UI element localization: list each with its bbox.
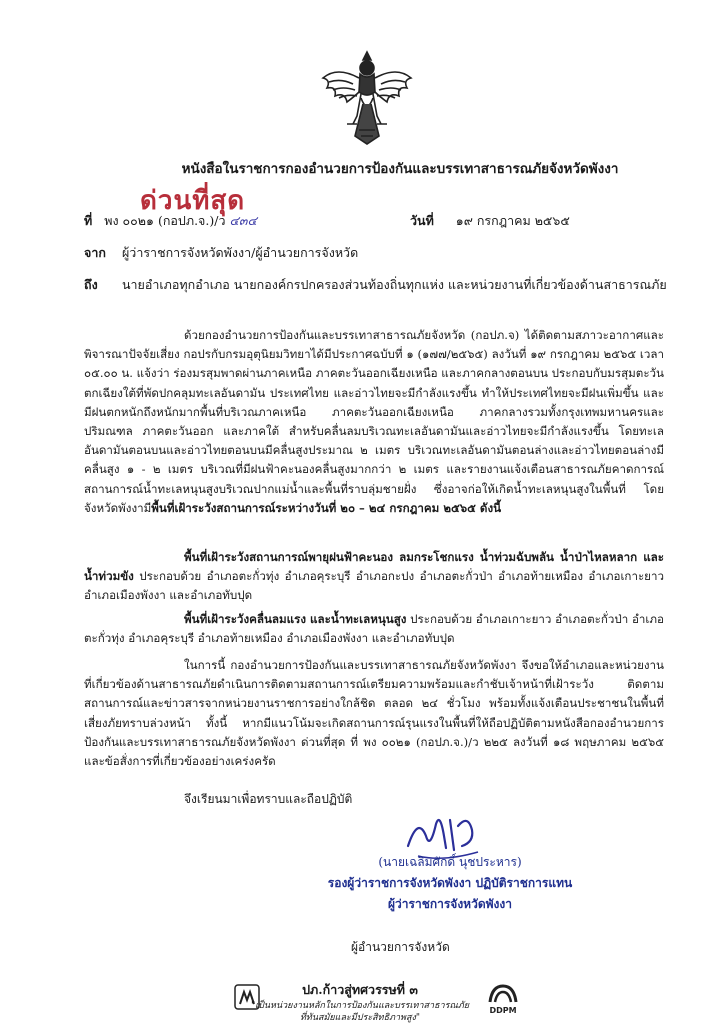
date-value: ๑๙ กรกฎาคม ๒๕๖๕ [455, 213, 570, 228]
signer-name: (นายเฉลิมศักดิ์ นุชประหาร) [378, 855, 522, 869]
body-paragraph-1 [84, 326, 664, 518]
document-number-label: ที่ [84, 213, 93, 228]
paragraph-3-bold: พื้นที่เฝ้าระวังคลื่นลมแรง และน้ำทะเลหนุนสูง [184, 612, 407, 626]
to-value: นายอำเภอทุกอำเภอ นายกองค์กรปกครองส่วนท้องถิ่นทุกแห่ง และหน่วยงานที่เกี่ยวข้องด้านสาธารณภัย [121, 277, 667, 292]
paragraph-1-text: ด้วยกองอำนวยการป้องกันและบรรเทาสาธารณภัยจังหวัด (กอปภ.จ) ได้ติดตามสภาวะอากาศและพิจารณาปัจจัยเสี่ยง กอปรกับกรมอุตุนิยมวิทยาได้มีประกาศฉบับที่ ๑ (๑๗๗/๒๕๖๕) ลงวันที่ ๑๙ กรกฎาคม ๒๕๖๕ เวลา ๐๕.๐๐ น. แจ้งว่า ร่องมรสุมพาดผ่านภาคเหนือ ภาคตะวันออกเฉียงเหนือ และภาคกลางตอนบน ประกอบกับมรสุมตะวันตกเฉียงใต้ที่พัดปกคลุมทะเลอันดามัน ประเทศไทย และอ่าวไทยจะมีกำลังแรงขึ้น ทำให้ประเทศไทยจะมีฝนเพิ่มขึ้น และมีฝนตกหนักถึงหนักมากพื้นที่บริเวณภาคเหนือ ภาคตะวันออกเฉียงเหนือ ภาคกลางรวมทั้งกรุงเทพมหานครและปริมณฑล ภาคตะวันออก และภาคใต้ สำหรับคลื่นลมบริเวณทะเลอันดามันและอ่าวไทยจะมีกำลังแรงขึ้น โดยทะเลอันดามันตอนบนและอ่าวไทยตอนบนมีคลื่นสูงประมาณ ๒ เมตร บริเวณทะเลอันดามันตอนล่างและอ่าวไทยตอนล่างมีคลื่นสูง ๑ - ๒ เมตร บริเวณที่มีฝนฟ้าคะนองคลื่นสูงมากกว่า ๒ เมตร และรายงานแจ้งเตือนสาธารณภัยคาดการณ์สถานการณ์น้ำทะเลหนุนสูงบริเวณปากแม่น้ำและพื้นที่ราบลุ่มชายฝั่ง ซึ่งอาจก่อให้เกิดน้ำทะเลหนุนสูงในพื้นที่ โดยจังหวัดพังงามี [84, 328, 664, 515]
from-value: ผู้ว่าราชการจังหวัดพังงา/ผู้อำนวยการจังหวัด [121, 245, 359, 260]
paragraph-2-text: ประกอบด้วย อำเภอตะกั่วทุ่ง อำเภอคุระบุรี อำเภอกะปง อำเภอตะกั่วป่า อำเภอท้ายเหมือง อำเภอเกาะยาว อำเภอเมืองพังงา และอำเภอทับปุด [84, 569, 664, 603]
document-title: หนังสือในราชการกองอำนวยการป้องกันและบรรเทาสาธารณภัยจังหวัดพังงา [181, 161, 619, 177]
paragraph-1-bold: พื้นที่เฝ้าระวังสถานการณ์ระหว่างวันที่ ๒๐ – ๒๔ กรกฎาคม ๒๕๖๕ ดังนี้ [151, 500, 502, 515]
footer-org: ปภ.ก้าวสู่ทศวรรษที่ ๓ [302, 982, 418, 997]
signer-block [300, 852, 600, 915]
footer-slogan-2: ที่ทันสมัยและมีประสิทธิภาพสูง" [299, 1013, 421, 1023]
issuing-unit: ผู้อำนวยการจังหวัด [351, 940, 450, 954]
body-paragraph-3 [84, 610, 664, 648]
from-label: จาก [84, 245, 106, 260]
ddpm-logo-icon [484, 980, 522, 1016]
from-line [84, 243, 358, 263]
body-paragraph-2 [84, 548, 664, 606]
closing-line: จึงเรียนมาเพื่อทราบและถือปฏิบัติ [184, 792, 353, 806]
document-date [410, 211, 570, 231]
document-number [84, 211, 257, 231]
body-paragraph-4: ในการนี้ กองอำนวยการป้องกันและบรรเทาสาธารณภัยจังหวัดพังงา จึงขอให้อำเภอและหน่วยงานที่เกี่ยวข้องด้านสาธารณภัยดำเนินการติดตามสถานการณ์เตรียมความพร้อมและกำชับเจ้าหน้าที่เฝ้าระวัง ติดตามสถานการณ์และข่าวสารจากหน่วยงานราชการอย่างใกล้ชิด ตลอด ๒๔ ชั่วโมง พร้อมทั้งแจ้งเตือนประชาชนในพื้นที่เสี่ยงภัยทราบล่วงหน้า ทั้งนี้ หากมีแนวโน้มจะเกิดสถานการณ์รุนแรงในพื้นที่ให้ถือปฏิบัติตามหนังสือกองอำนวยการป้องกันและบรรเทาสาธารณภัยจังหวัดพังงา ด่วนที่สุด ที่ พง ๐๐๒๑ (กอปภ.จ.)/ว ๒๒๕ ลงวันที่ ๑๘ พฤษภาคม ๒๕๖๕ และข้อสั่งการที่เกี่ยวข้องอย่างเคร่งครัด [84, 658, 664, 769]
document-number-handwritten: ๔๓๔ [229, 213, 257, 228]
urgency-stamp: ด่วนที่สุด [140, 186, 246, 216]
garuda-seal-icon [317, 44, 417, 148]
paragraph-3-text: ประกอบด้วย อำเภอเกาะยาว อำเภอตะกั่วป่า อำเภอตะกั่วทุ่ง อำเภอคุระบุรี อำเภอท้ายเหมือง อำเภอเมืองพังงา และอำเภอทับปุด [84, 612, 664, 646]
footer-slogan-1: "เป็นหน่วยงานหลักในการป้องกันและบรรเทาสาธารณภัย [250, 1001, 470, 1011]
signer-position: รองผู้ว่าราชการจังหวัดพังงา ปฏิบัติราชการแทน [327, 876, 573, 890]
ddpm-logo-text: DDPM [489, 1006, 517, 1015]
to-line [84, 275, 667, 295]
document-number-value: พง ๐๐๒๑ (กอปภ.จ.)/ว [104, 213, 226, 228]
to-label: ถึง [84, 277, 98, 292]
paragraph-2-bold: พื้นที่เฝ้าระวังสถานการณ์พายุฝนฟ้าคะนอง ลมกระโชกแรง น้ำท่วมฉับพลัน น้ำป่าไหลหลาก และน้ำท่วมขัง [84, 550, 664, 584]
signer-role: ผู้ว่าราชการจังหวัดพังงา [388, 897, 512, 911]
date-label: วันที่ [410, 213, 434, 228]
